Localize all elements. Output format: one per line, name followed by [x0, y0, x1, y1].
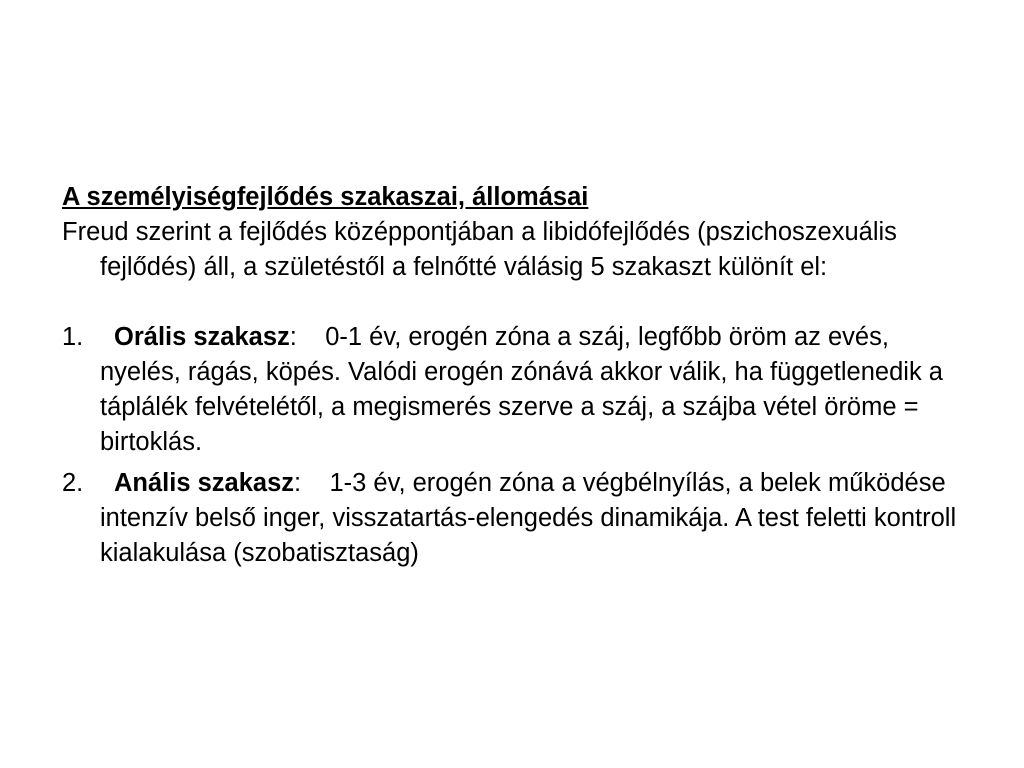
stage-colon: : — [289, 323, 297, 351]
intro-paragraph: Freud szerint a fejlődés középpontjában a libidófejlődés (pszichoszexuális fejlődés) áll, a születéstől a felnőtté válásig 5 szakaszt különít el: — [62, 218, 897, 281]
stage-item-anal — [62, 466, 972, 571]
stage-text: 1-3 év, erogén zóna a végbélnyílás, a belek működése intenzív belső inger, visszatartás-elengedés dinamikája. A test feletti kontroll kialakulása (szobatisztaság) — [100, 469, 957, 567]
slide-heading: A személyiségfejlődés szakaszai, állomásai — [62, 183, 589, 211]
spacer — [62, 285, 972, 320]
stage-number: 1. — [62, 323, 84, 351]
stage-term: Orális szakasz — [114, 323, 290, 351]
stage-text: 0-1 év, erogén zóna a száj, legfőbb öröm az evés, nyelés, rágás, köpés. Valódi erogén zónává akkor válik, ha függetlenedik a táplálék felvételétől, a megismerés szerve a száj, a szájba vétel öröme = birtoklás. — [100, 323, 943, 456]
stage-term: Anális szakasz — [114, 469, 295, 497]
stage-item-oral — [62, 320, 972, 460]
stage-colon: : — [294, 469, 302, 497]
stage-number: 2. — [62, 469, 84, 497]
slide-content — [62, 180, 972, 577]
